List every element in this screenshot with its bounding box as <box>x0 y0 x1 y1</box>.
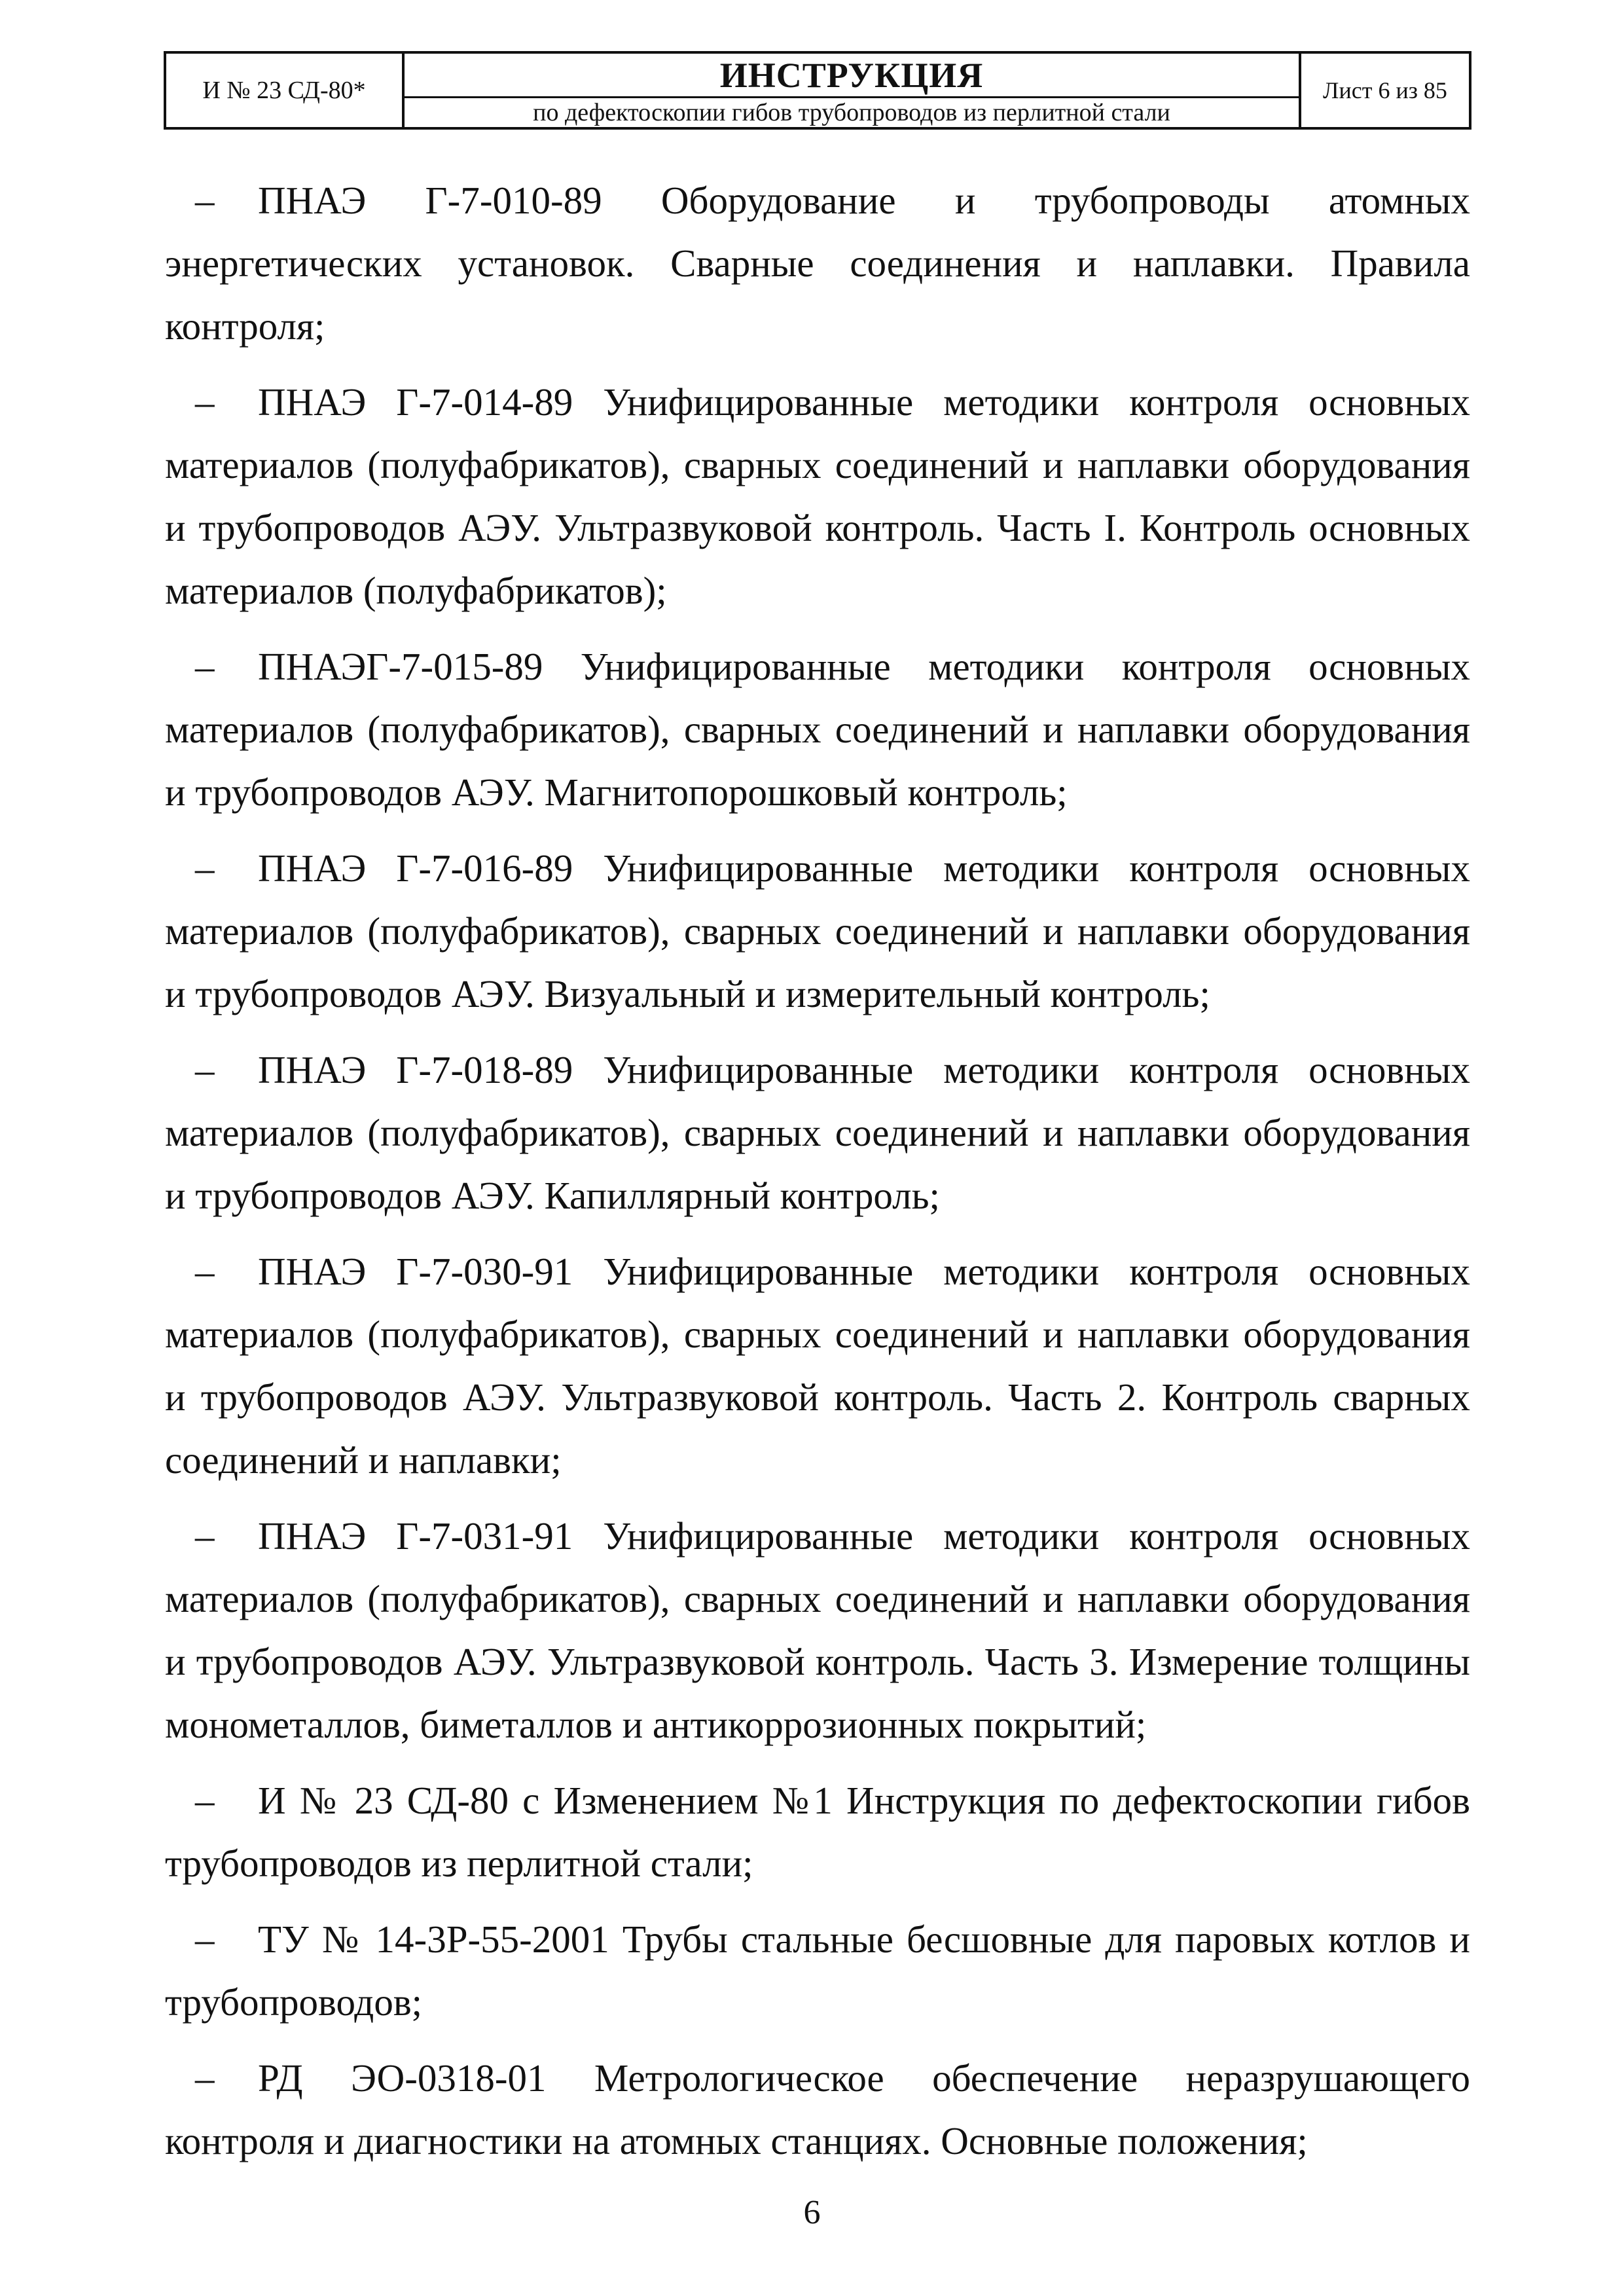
list-item-text: ПНАЭ Г-7-016-89 Унифицированные методики контроля основных материалов (полуфабрикатов), сварных соединений и наплавки оборудования и трубопроводов АЭУ. Визуальный и измерительный контроль; <box>165 847 1470 1015</box>
list-item <box>165 1769 1470 1895</box>
reference-list <box>165 169 1470 2185</box>
list-marker: – <box>195 380 215 424</box>
sheet-number: Лист 6 из 85 <box>1323 77 1447 103</box>
list-marker: – <box>195 1048 215 1091</box>
list-item-text: ПНАЭ Г-7-031-91 Унифицированные методики контроля основных материалов (полуфабрикатов), сварных соединений и наплавки оборудования и трубопроводов АЭУ. Ультразвуковой контроль. Часть 3. Измерение толщины монометаллов, биметаллов и антикоррозионных покрытий; <box>165 1514 1470 1746</box>
list-marker: – <box>195 1514 215 1558</box>
page-number: 6 <box>803 2194 821 2231</box>
list-marker: – <box>195 1250 215 1293</box>
list-item-text: ТУ № 14-3Р-55-2001 Трубы стальные бесшовные для паровых котлов и трубопроводов; <box>165 1918 1470 2024</box>
doc-code: И № 23 СД-80* <box>166 54 405 127</box>
list-marker: – <box>195 1779 215 1822</box>
list-item-text: РД ЭО-0318-01 Метрологическое обеспечение неразрушающего контроля и диагностики на атомных станциях. Основные положения; <box>165 2056 1470 2162</box>
list-item <box>165 1908 1470 2033</box>
list-marker: – <box>195 179 215 222</box>
list-item <box>165 1240 1470 1491</box>
list-item <box>165 2047 1470 2172</box>
list-item <box>165 635 1470 824</box>
doc-subtitle: по дефектоскопии гибов трубопроводов из перлитной стали <box>533 99 1170 126</box>
list-item <box>165 371 1470 622</box>
list-item-text: ПНАЭ Г-7-010-89 Оборудование и трубопроводы атомных энергетических установок. Сварные соединения и наплавки. Правила контроля; <box>165 179 1470 348</box>
list-item <box>165 1504 1470 1756</box>
list-marker: – <box>195 1918 215 1961</box>
list-item-text: ПНАЭГ-7-015-89 Унифицированные методики контроля основных материалов (полуфабрикатов), сварных соединений и наплавки оборудования и трубопроводов АЭУ. Магнитопорошковый контроль; <box>165 645 1470 814</box>
list-item <box>165 1038 1470 1227</box>
list-item-text: ПНАЭ Г-7-014-89 Унифицированные методики контроля основных материалов (полуфабрикатов), сварных соединений и наплавки оборудования и трубопроводов АЭУ. Ультразвуковой контроль. Часть I. Контроль основных материалов (полуфабрикатов); <box>165 380 1470 612</box>
doc-title: ИНСТРУКЦИЯ <box>405 54 1299 98</box>
list-item-text: И № 23 СД-80 с Изменением №1 Инструкция по дефектоскопии гибов трубопроводов из перлитной стали; <box>165 1779 1470 1885</box>
list-item <box>165 837 1470 1025</box>
header-stamp <box>164 51 1471 130</box>
list-marker: – <box>195 847 215 890</box>
list-item-text: ПНАЭ Г-7-018-89 Унифицированные методики контроля основных материалов (полуфабрикатов), сварных соединений и наплавки оборудования и трубопроводов АЭУ. Капиллярный контроль; <box>165 1048 1470 1217</box>
title-block <box>405 54 1301 127</box>
list-item <box>165 169 1470 357</box>
list-marker: – <box>195 2056 215 2100</box>
list-item-text: ПНАЭ Г-7-030-91 Унифицированные методики контроля основных материалов (полуфабрикатов), сварных соединений и наплавки оборудования и трубопроводов АЭУ. Ультразвуковой контроль. Часть 2. Контроль сварных соединений и наплавки; <box>165 1250 1470 1482</box>
list-marker: – <box>195 645 215 688</box>
